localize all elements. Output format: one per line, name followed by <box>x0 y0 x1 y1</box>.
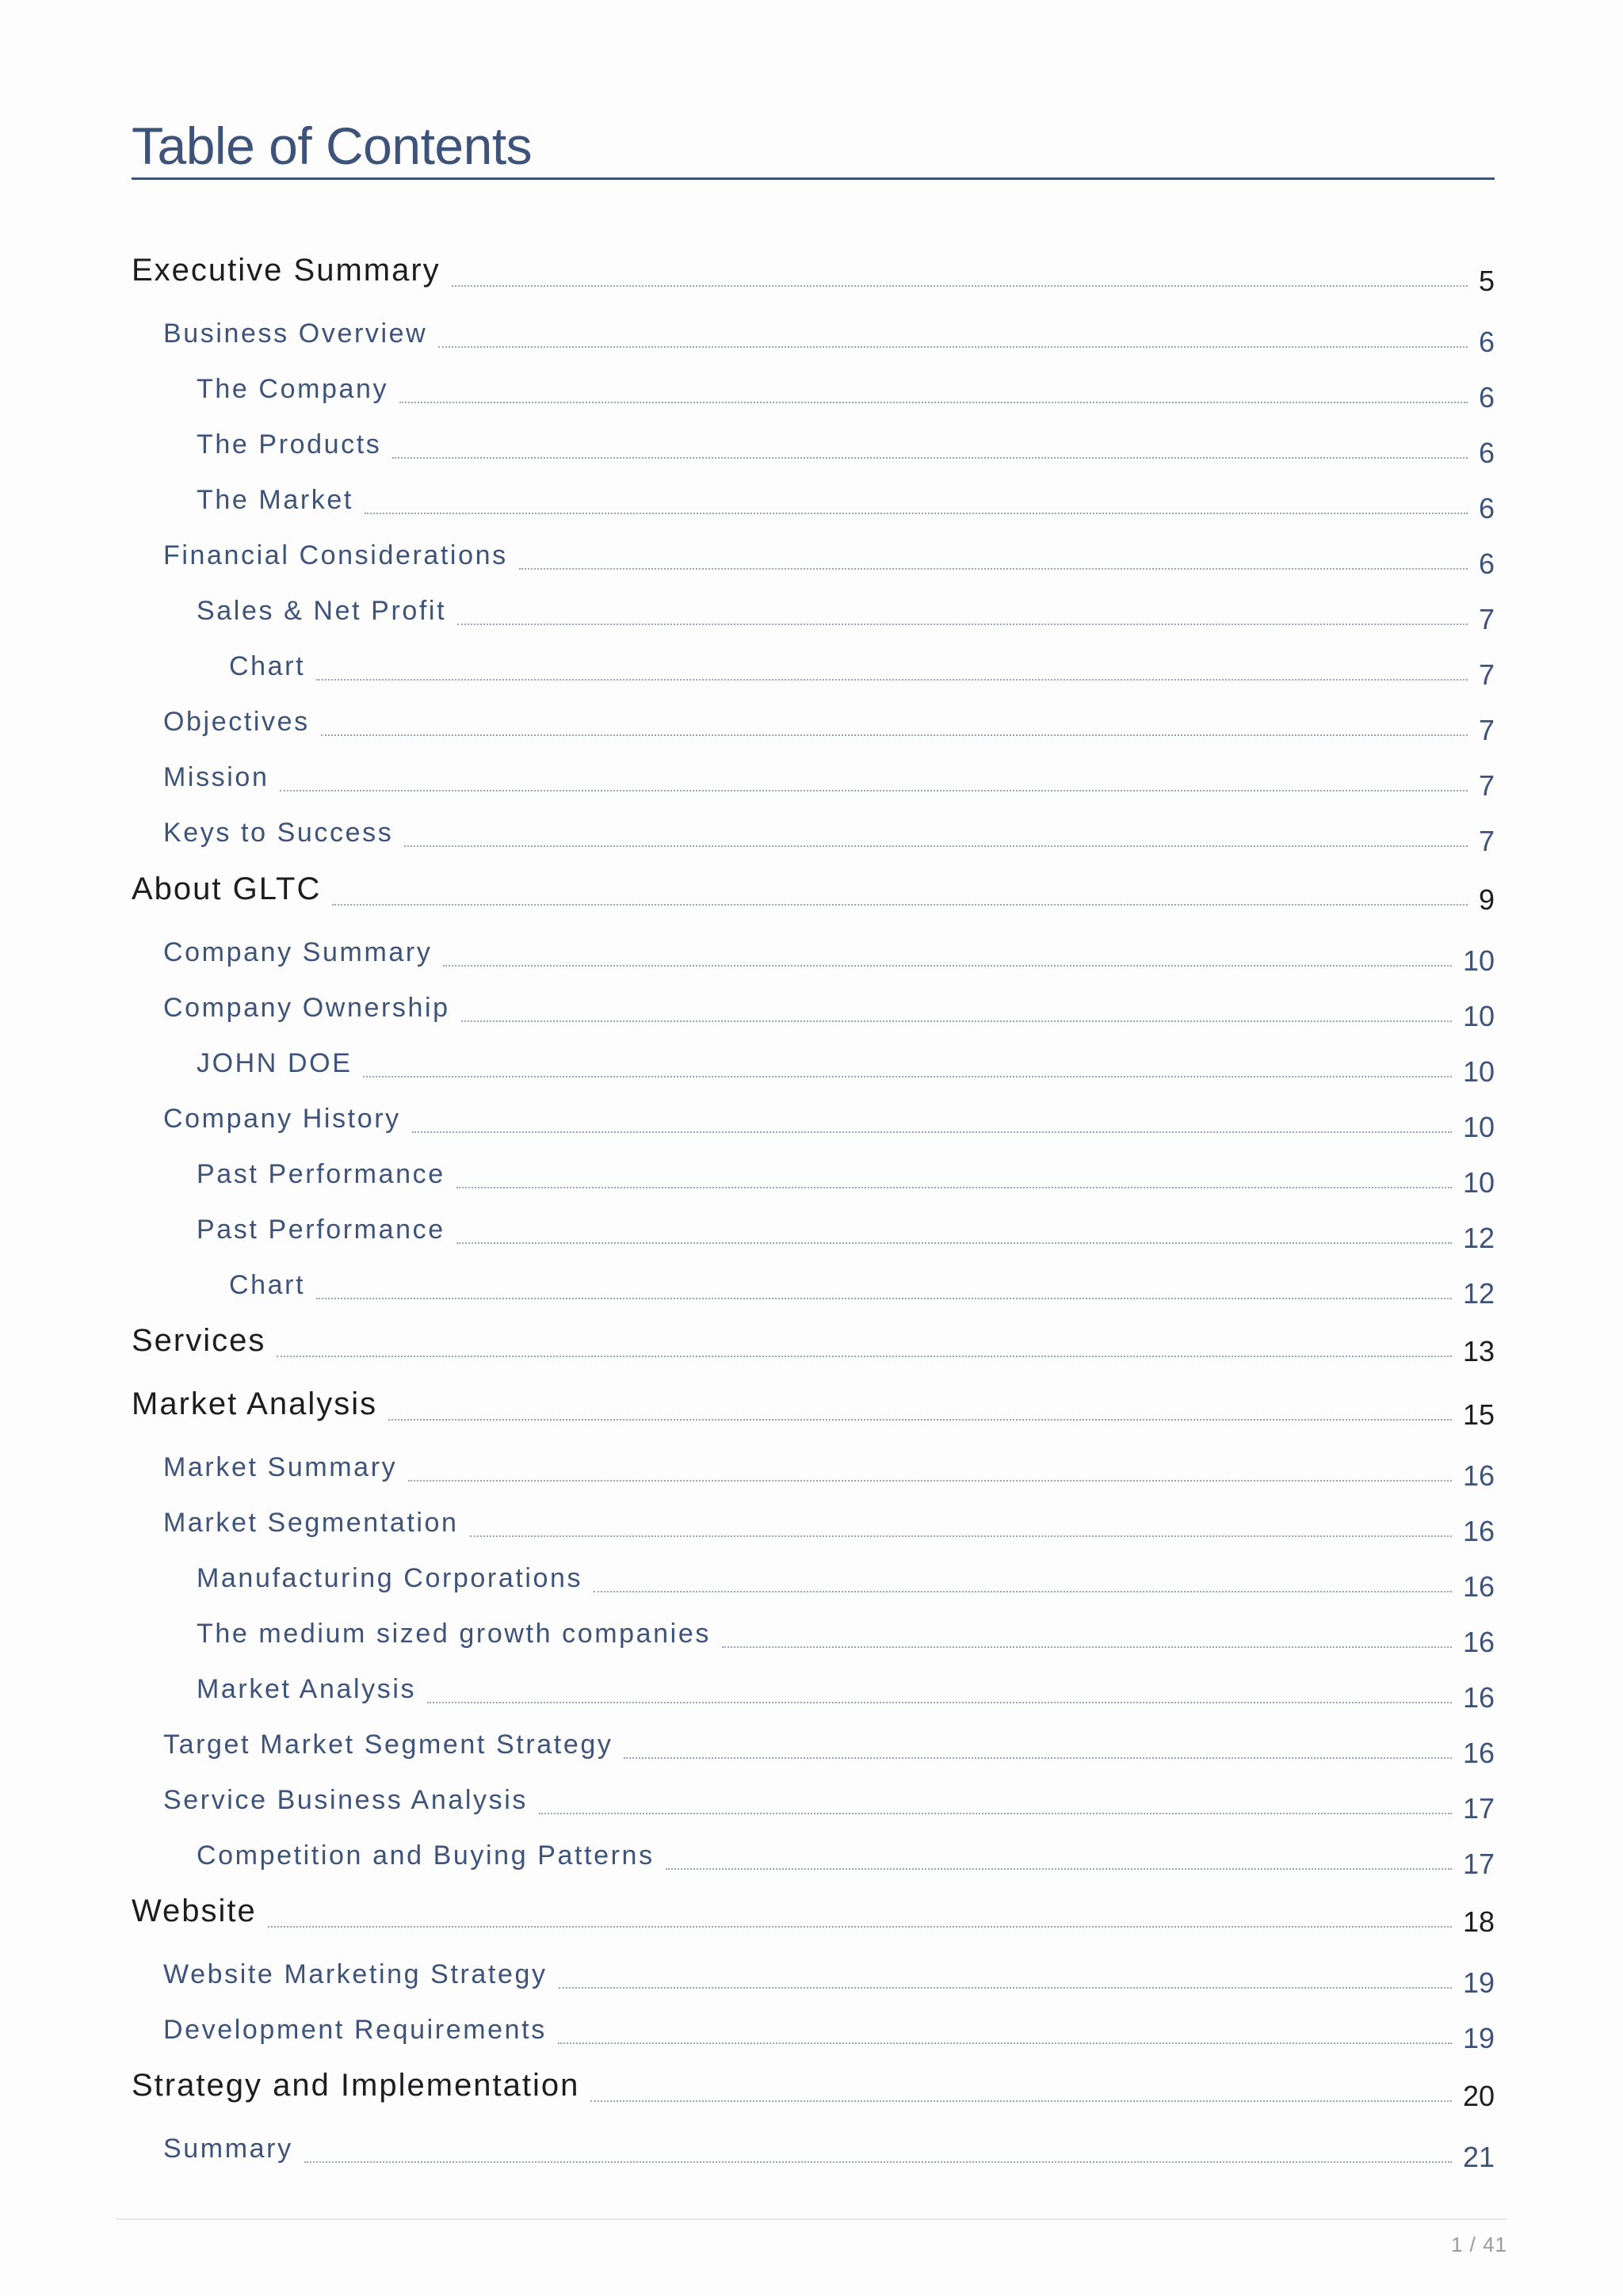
toc-entry-label: Mission <box>163 762 269 792</box>
toc-entry-level-2[interactable] <box>0 986 1623 1033</box>
toc-dot-leader <box>363 1076 1452 1077</box>
toc-entry-level-1[interactable] <box>0 250 1623 298</box>
toc-dot-leader <box>666 1868 1452 1870</box>
toc-entry-label: Market Analysis <box>132 1386 378 1421</box>
toc-entry-level-2[interactable] <box>0 1445 1623 1493</box>
toc-entry-label: Target Market Segment Strategy <box>163 1730 613 1760</box>
toc-entry-label: Summary <box>163 2134 293 2164</box>
toc-page-number: 10 <box>1462 944 1495 977</box>
toc-dot-leader <box>452 285 1468 287</box>
toc-entry-level-3[interactable] <box>0 1207 1623 1255</box>
toc-page-number: 7 <box>1478 658 1495 691</box>
toc-page-number: 9 <box>1478 883 1495 916</box>
footer-divider <box>116 2218 1507 2220</box>
toc-dot-leader <box>427 1702 1452 1703</box>
toc-dot-leader <box>365 513 1468 514</box>
toc-entry-level-2[interactable] <box>0 533 1623 581</box>
toc-entry-label: Development Requirements <box>163 2015 547 2045</box>
toc-page-number: 7 <box>1478 714 1495 746</box>
toc-page-number: 7 <box>1478 825 1495 857</box>
toc-dot-leader <box>316 679 1468 681</box>
toc-dot-leader <box>332 904 1468 906</box>
toc-entry-label: Competition and Buying Patterns <box>197 1840 655 1871</box>
toc-page-number: 21 <box>1462 2141 1495 2173</box>
toc-entry-level-2[interactable] <box>0 2008 1623 2055</box>
toc-entry-level-2[interactable] <box>0 755 1623 803</box>
toc-entry-level-3[interactable] <box>0 367 1623 414</box>
toc-dot-leader <box>443 965 1452 967</box>
toc-entry-level-3[interactable] <box>0 478 1623 525</box>
toc-entry-label: Past Performance <box>197 1159 445 1189</box>
toc-entry-level-3[interactable] <box>0 1041 1623 1089</box>
toc-dot-leader <box>456 1187 1452 1188</box>
toc-entry-level-3[interactable] <box>0 1556 1623 1604</box>
toc-entry-label: Company Ownership <box>163 993 450 1023</box>
toc-page-number: 16 <box>1462 1570 1495 1603</box>
toc-entry-label: Past Performance <box>197 1215 445 1245</box>
toc-entry-level-3[interactable] <box>0 422 1623 470</box>
toc-entry-level-1[interactable] <box>0 1891 1623 1939</box>
toc-dot-leader <box>412 1131 1452 1133</box>
toc-page-number: 16 <box>1462 1681 1495 1714</box>
toc-page-number: 16 <box>1462 1737 1495 1769</box>
toc-page-number: 12 <box>1462 1277 1495 1310</box>
toc-page-number: 10 <box>1462 1055 1495 1088</box>
toc-dot-leader <box>277 1356 1452 1357</box>
toc-dot-leader <box>457 624 1468 625</box>
toc-entry-level-2[interactable] <box>0 1501 1623 1548</box>
toc-entry-label: Website Marketing Strategy <box>163 1959 548 1989</box>
toc-entry-label: Keys to Success <box>163 818 394 848</box>
toc-dot-leader <box>470 1535 1452 1537</box>
toc-page-number: 16 <box>1462 1626 1495 1658</box>
toc-entry-level-3[interactable] <box>0 589 1623 636</box>
toc-entry-level-2[interactable] <box>0 2126 1623 2174</box>
toc-dot-leader <box>594 1591 1452 1592</box>
toc-entry-label: Executive Summary <box>132 253 441 288</box>
toc-entry-label: Chart <box>229 651 306 681</box>
toc-page-number: 7 <box>1478 603 1495 635</box>
toc-entry-label: The Products <box>197 429 382 460</box>
toc-dot-leader <box>392 457 1468 459</box>
toc-entry-level-3[interactable] <box>0 1611 1623 1659</box>
toc-entry-level-1[interactable] <box>0 1321 1623 1368</box>
toc-entry-level-1[interactable] <box>0 1384 1623 1432</box>
toc-entry-level-2[interactable] <box>0 1722 1623 1770</box>
toc-dot-leader <box>722 1646 1452 1648</box>
toc-entry-level-2[interactable] <box>0 311 1623 359</box>
toc-dot-leader <box>321 734 1468 736</box>
toc-dot-leader <box>558 2042 1452 2044</box>
toc-entry-level-2[interactable] <box>0 930 1623 978</box>
toc-page-number: 19 <box>1462 1966 1495 1999</box>
toc-entry-label: Service Business Analysis <box>163 1785 528 1815</box>
toc-entry-label: The medium sized growth companies <box>197 1619 711 1649</box>
toc-dot-leader <box>404 845 1468 847</box>
toc-entry-level-3[interactable] <box>0 1667 1623 1714</box>
toc-dot-leader <box>456 1242 1452 1244</box>
toc-page-number: 6 <box>1478 381 1495 414</box>
toc-entry-label: Market Segmentation <box>163 1508 459 1538</box>
toc-dot-leader <box>316 1298 1452 1299</box>
toc-dot-leader <box>280 790 1468 791</box>
toc-entry-label: Market Analysis <box>197 1674 417 1704</box>
toc-page-number: 6 <box>1478 326 1495 358</box>
toc-page-number: 7 <box>1478 769 1495 802</box>
toc-page-number: 5 <box>1478 265 1495 297</box>
toc-page-number: 19 <box>1462 2022 1495 2054</box>
toc-entry-level-2[interactable] <box>0 700 1623 747</box>
toc-page-number: 6 <box>1478 492 1495 524</box>
toc-page-number: 10 <box>1462 1111 1495 1143</box>
toc-page-number: 20 <box>1462 2080 1495 2112</box>
toc-entry-label: Market Summary <box>163 1452 398 1482</box>
toc-dot-leader <box>539 1813 1452 1814</box>
toc-page-number: 6 <box>1478 547 1495 580</box>
toc-entry-label: Sales & Net Profit <box>197 596 447 626</box>
toc-page-number: 18 <box>1462 1905 1495 1938</box>
page-indicator: 1 / 41 <box>1450 2233 1507 2256</box>
toc-entry-label: The Company <box>197 374 389 404</box>
toc-page-number: 10 <box>1462 1166 1495 1199</box>
toc-entry-label: Website <box>132 1894 257 1928</box>
toc-entry-label: Chart <box>229 1270 306 1300</box>
toc-entry-level-1[interactable] <box>0 869 1623 917</box>
toc-entry-label: Company Summary <box>163 937 433 967</box>
toc-entry-level-2[interactable] <box>0 810 1623 858</box>
toc-dot-leader <box>624 1757 1452 1759</box>
toc-page-number: 6 <box>1478 437 1495 469</box>
toc-entry-label: About GLTC <box>132 871 322 906</box>
toc-dot-leader <box>559 1987 1452 1989</box>
toc-page-number: 15 <box>1462 1398 1495 1431</box>
toc-entry-label: JOHN DOE <box>197 1048 353 1078</box>
toc-page-number: 16 <box>1462 1459 1495 1492</box>
toc-entry-level-1[interactable] <box>0 2065 1623 2113</box>
toc-entry-label: Objectives <box>163 707 310 737</box>
toc-page-number: 10 <box>1462 1000 1495 1032</box>
toc-dot-leader <box>388 1419 1452 1421</box>
toc-page-number: 16 <box>1462 1515 1495 1547</box>
toc-dot-leader <box>519 568 1468 570</box>
toc-dot-leader <box>268 1926 1452 1928</box>
toc-entry-level-3[interactable] <box>0 1152 1623 1199</box>
toc-entry-label: Financial Considerations <box>163 540 508 570</box>
toc-page-number: 17 <box>1462 1848 1495 1880</box>
toc-entry-level-3[interactable] <box>0 1833 1623 1881</box>
toc-dot-leader <box>438 346 1468 348</box>
toc-entry-level-4[interactable] <box>0 1263 1623 1310</box>
toc-entry-label: Manufacturing Corporations <box>197 1563 583 1593</box>
toc-entry-label: Business Overview <box>163 318 428 349</box>
toc-page-number: 17 <box>1462 1792 1495 1825</box>
toc-entry-label: The Market <box>197 485 353 515</box>
toc-page-number: 12 <box>1462 1222 1495 1254</box>
toc-page-number: 13 <box>1462 1335 1495 1367</box>
toc-dot-leader <box>304 2161 1452 2163</box>
toc-dot-leader <box>461 1020 1452 1022</box>
toc-entry-label: Strategy and Implementation <box>132 2068 580 2103</box>
toc-entry-level-4[interactable] <box>0 644 1623 692</box>
toc-entry-label: Services <box>132 1323 266 1358</box>
toc-entry-level-2[interactable] <box>0 1778 1623 1825</box>
toc-entry-level-2[interactable] <box>0 1952 1623 2000</box>
page-title: Table of Contents <box>132 116 533 175</box>
toc-entry-level-2[interactable] <box>0 1097 1623 1144</box>
toc-dot-leader <box>399 402 1468 403</box>
toc-dot-leader <box>590 2100 1452 2102</box>
toc-entry-label: Company History <box>163 1104 401 1134</box>
toc-dot-leader <box>408 1480 1452 1482</box>
